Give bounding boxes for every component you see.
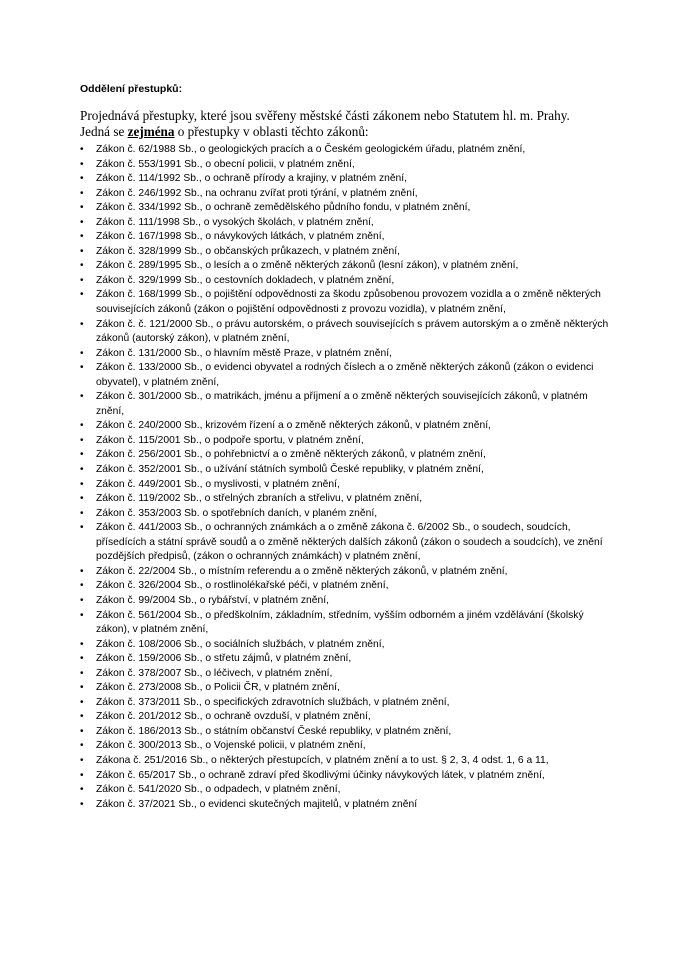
list-item: • Zákon č. 133/2000 Sb., o evidenci obyvatel a rodných číslech a o změně některých zákonů (zákon o evidenci obyvatel), v platném znění, xyxy=(80,361,609,390)
list-item: • Zákon č. 119/2002 Sb., o střelných zbraních a střelivu, v platném znění, xyxy=(80,492,609,507)
list-item: • Zákon č. 240/2000 Sb., krizovém řízení a o změně některých zákonů, v platném znění, xyxy=(80,419,609,434)
list-item: • Zákon č. 378/2007 Sb., o léčivech, v platném znění, xyxy=(80,667,609,682)
list-item: • Zákon č. 326/2004 Sb., o rostlinolékařské péči, v platném znění, xyxy=(80,579,609,594)
list-item: • Zákon č. 186/2013 Sb., o státním občanství České republiky, v platném znění, xyxy=(80,725,609,740)
list-item: • Zákon č. 300/2013 Sb., o Vojenské policii, v platném znění, xyxy=(80,739,609,754)
list-item: • Zákon č. 301/2000 Sb., o matrikách, jménu a příjmení a o změně některých souvisejících zákonů, v platném znění, xyxy=(80,390,609,419)
list-item: • Zákon č. 37/2021 Sb., o evidenci skutečných majitelů, v platném znění xyxy=(80,798,609,813)
law-list xyxy=(80,143,609,812)
list-item: • Zákon č. 449/2001 Sb., o myslivosti, v platném znění, xyxy=(80,478,609,493)
intro-line-2-pre: Jedná se xyxy=(80,123,128,139)
list-item: • Zákon č. 115/2001 Sb., o podpoře sportu, v platném znění, xyxy=(80,434,609,449)
list-item: • Zákon č. 111/1998 Sb., o vysokých školách, v platném znění, xyxy=(80,216,609,231)
list-item: • Zákon č. 328/1999 Sb., o občanských průkazech, v platném znění, xyxy=(80,245,609,260)
list-item: • Zákona č. 251/2016 Sb., o některých přestupcích, v platném znění a to ust. § 2, 3, 4 odst. 1, 6 a 11, xyxy=(80,754,609,769)
intro-paragraph xyxy=(80,108,609,139)
list-item: • Zákon č. 541/2020 Sb., o odpadech, v platném znění, xyxy=(80,783,609,798)
intro-line-2 xyxy=(80,124,609,140)
list-item: • Zákon č. 246/1992 Sb., na ochranu zvířat proti týrání, v platném znění, xyxy=(80,187,609,202)
list-item: • Zákon č. 201/2012 Sb., o ochraně ovzduší, v platném znění, xyxy=(80,710,609,725)
section-heading: Oddělení přestupků: xyxy=(80,83,183,95)
list-item: • Zákon č. 159/2006 Sb., o střetu zájmů, v platném znění, xyxy=(80,652,609,667)
list-item: • Zákon č. 373/2011 Sb., o specifických zdravotních službách, v platném znění, xyxy=(80,696,609,711)
list-item: • Zákon č. 108/2006 Sb., o sociálních službách, v platném znění, xyxy=(80,638,609,653)
list-item: • Zákon č. 62/1988 Sb., o geologických pracích a o Českém geologickém úřadu, platném znění, xyxy=(80,143,609,158)
list-item: • Zákon č. 99/2004 Sb., o rybářství, v platném znění, xyxy=(80,594,609,609)
list-item: • Zákon č. 256/2001 Sb., o pohřebnictví a o změně některých zákonů, v platném znění, xyxy=(80,448,609,463)
list-item: • Zákon č. 352/2001 Sb., o užívání státních symbolů České republiky, v platném znění, xyxy=(80,463,609,478)
list-item: • Zákon č. 65/2017 Sb., o ochraně zdraví před škodlivými účinky návykových látek, v platném znění, xyxy=(80,769,609,784)
list-item: • Zákon č. 168/1999 Sb., o pojištění odpovědnosti za škodu způsobenou provozem vozidla a o změně některých souvisejících zákonů (zákon o pojištění odpovědnosti z provozu vozidla), v platném znění, xyxy=(80,288,609,317)
list-item: • Zákon č. 273/2008 Sb., o Policii ČR, v platném znění, xyxy=(80,681,609,696)
list-item: • Zákon č. 22/2004 Sb., o místním referendu a o změně některých zákonů, v platném znění, xyxy=(80,565,609,580)
list-item: • Zákon č. 553/1991 Sb., o obecní policii, v platném znění, xyxy=(80,158,609,173)
list-item: • Zákon č. 353/2003 Sb. o spotřebních daních, v planém znění, xyxy=(80,507,609,522)
list-item: • Zákon č. 167/1998 Sb., o návykových látkách, v platném znění, xyxy=(80,230,609,245)
list-item: • Zákon č. 114/1992 Sb., o ochraně přírody a krajiny, v platném znění, xyxy=(80,172,609,187)
list-item: • Zákon č. 334/1992 Sb., o ochraně zemědělského půdního fondu, v platném znění, xyxy=(80,201,609,216)
intro-line-1: Projednává přestupky, které jsou svěřeny městské části zákonem nebo Statutem hl. m. Prahy. xyxy=(80,108,570,123)
list-item: • Zákon č. 561/2004 Sb., o předškolním, základním, středním, vyšším odborném a jiném vzdělávání (školský zákon), v platném znění, xyxy=(80,609,609,638)
list-item: • Zákon č. č. 121/2000 Sb., o právu autorském, o právech souvisejících s právem autorským a o změně některých zákonů (autorský zákon), v platném znění, xyxy=(80,318,609,347)
list-item: • Zákon č. 289/1995 Sb., o lesích a o změně některých zákonů (lesní zákon), v platném znění, xyxy=(80,259,609,274)
list-item: • Zákon č. 329/1999 Sb., o cestovních dokladech, v platném znění, xyxy=(80,274,609,289)
intro-line-2-post: o přestupky v oblasti těchto zákonů: xyxy=(174,123,369,139)
list-item: • Zákon č. 441/2003 Sb., o ochranných známkách a o změně zákona č. 6/2002 Sb., o soudech, soudcích, přísedících a státní správě soudů a o změně některých dalších zákonů (zákon o soudech a soudcích), ve znění pozdějších předpisů, (zákon o ochranných známkách) v platném znění, xyxy=(80,521,609,565)
intro-emphasis: zejména xyxy=(127,123,175,139)
list-item: • Zákon č. 131/2000 Sb., o hlavním městě Praze, v platném znění, xyxy=(80,347,609,362)
